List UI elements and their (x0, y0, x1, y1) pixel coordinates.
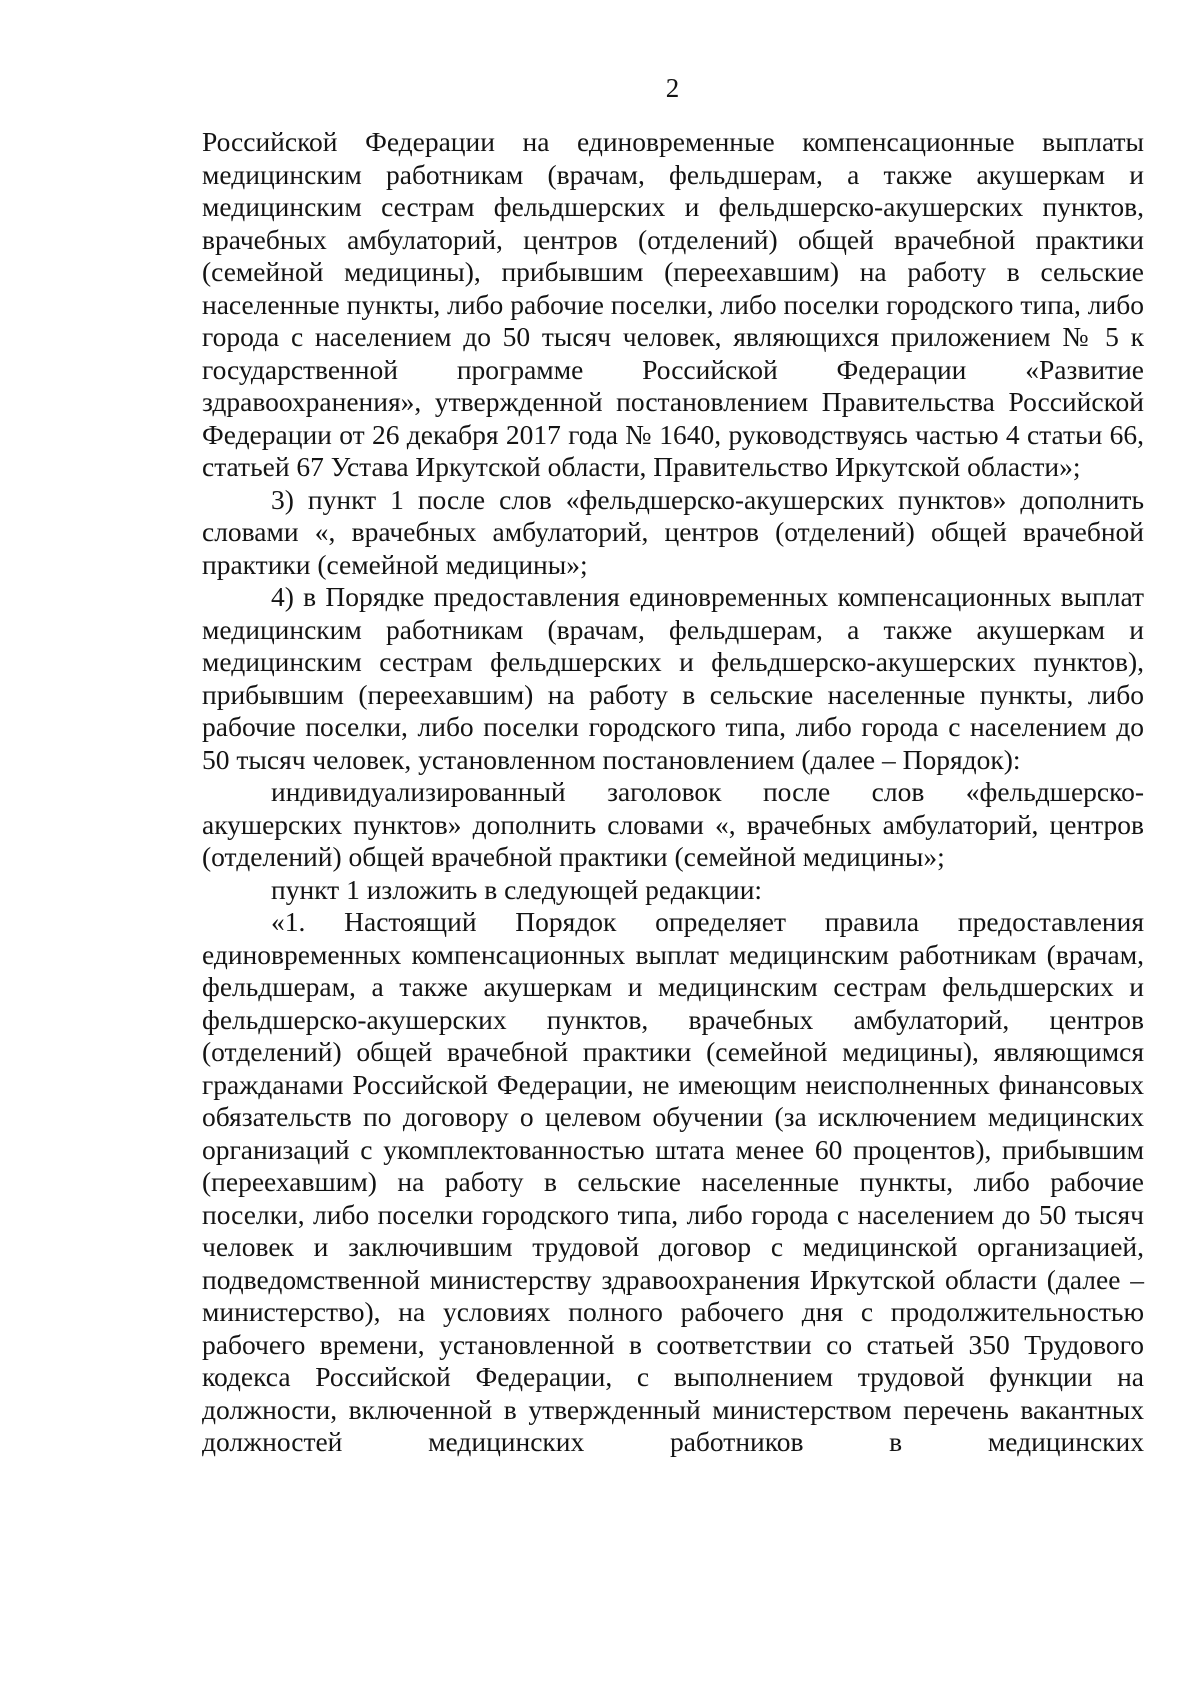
paragraph-heading-amendment: индивидуализированный заголовок после слов «фельдшерско-акушерских пунктов» дополнить словами «, врачебных амбулаторий, центров (отделений) общей врачебной практики (семейной медицины»; (202, 776, 1144, 872)
page-number: 2 (665, 73, 680, 103)
paragraph-item-3: 3) пункт 1 после слов «фельдшерско-акушерских пунктов» дополнить словами «, врачебных амбулаторий, центров (отделений) общей врачебной практики (семейной медицины»; (202, 483, 1144, 580)
paragraph-point-1-text: «1. Настоящий Порядок определяет правила предоставления единовременных компенсационных выплат медицинским работникам (врачам, фельдшерам, а также акушеркам и медицинским сестрам фельдшерских и фельдшерско-акушерских пунктов, врачебных амбулаторий, центров (отделений) общей врачебной практики (семейной медицины), являющимся гражданами Российской Федерации, не имеющим неисполненных финансовых обязательств по договору о целевом обучении (за исключением медицинских организаций с укомплектованностью штата менее 60 процентов), прибывшим (переехавшим) на работу в сельские населенные пункты, либо рабочие поселки, либо поселки городского типа, либо города с населением до 50 тысяч человек и заключившим трудовой договор с медицинской организацией, подведомственной министерству здравоохранения Иркутской области (далее – министерство), на условиях полного рабочего дня с продолжительностью рабочего времени, установленной в соответствии со статьей 350 Трудового кодекса Российской Федерации, с выполнением трудовой функции на должности, включенной в утвержденный министерством перечень вакантных должностей медицинских работников в медицинских (202, 906, 1144, 1457)
paragraph-item-4: 4) в Порядке предоставления единовременных компенсационных выплат медицинским работникам (врачам, фельдшерам, а также акушеркам и медицинским сестрам фельдшерских и фельдшерско-акушерских пунктов), прибывшим (переехавшим) на работу в сельские населенные пункты, либо рабочие поселки, либо поселки городского типа, либо города с населением до 50 тысяч человек, установленном постановлением (далее – Порядок): (202, 581, 1144, 775)
paragraph-point-1-intro: пункт 1 изложить в следующей редакции: (271, 873, 763, 905)
document-body (202, 126, 1144, 1459)
paragraph-preamble-continuation: Российской Федерации на единовременные компенсационные выплаты медицинским работникам (врачам, фельдшерам, а также акушеркам и медицинским сестрам фельдшерских и фельдшерско-акушерских пунктов, врачебных амбулаторий, центров (отделений) общей врачебной практики (семейной медицины), прибывшим (переехавшим) на работу в сельские населенные пункты, либо рабочие поселки, либо поселки городского типа, либо города с населением до 50 тысяч человек, являющихся приложением № 5 к государственной программе Российской Федерации «Развитие здравоохранения», утвержденной постановлением Правительства Российской Федерации от 26 декабря 2017 года № 1640, руководствуясь частью 4 статьи 66, статьей 67 Устава Иркутской области, Правительство Иркутской области»; (202, 126, 1144, 482)
